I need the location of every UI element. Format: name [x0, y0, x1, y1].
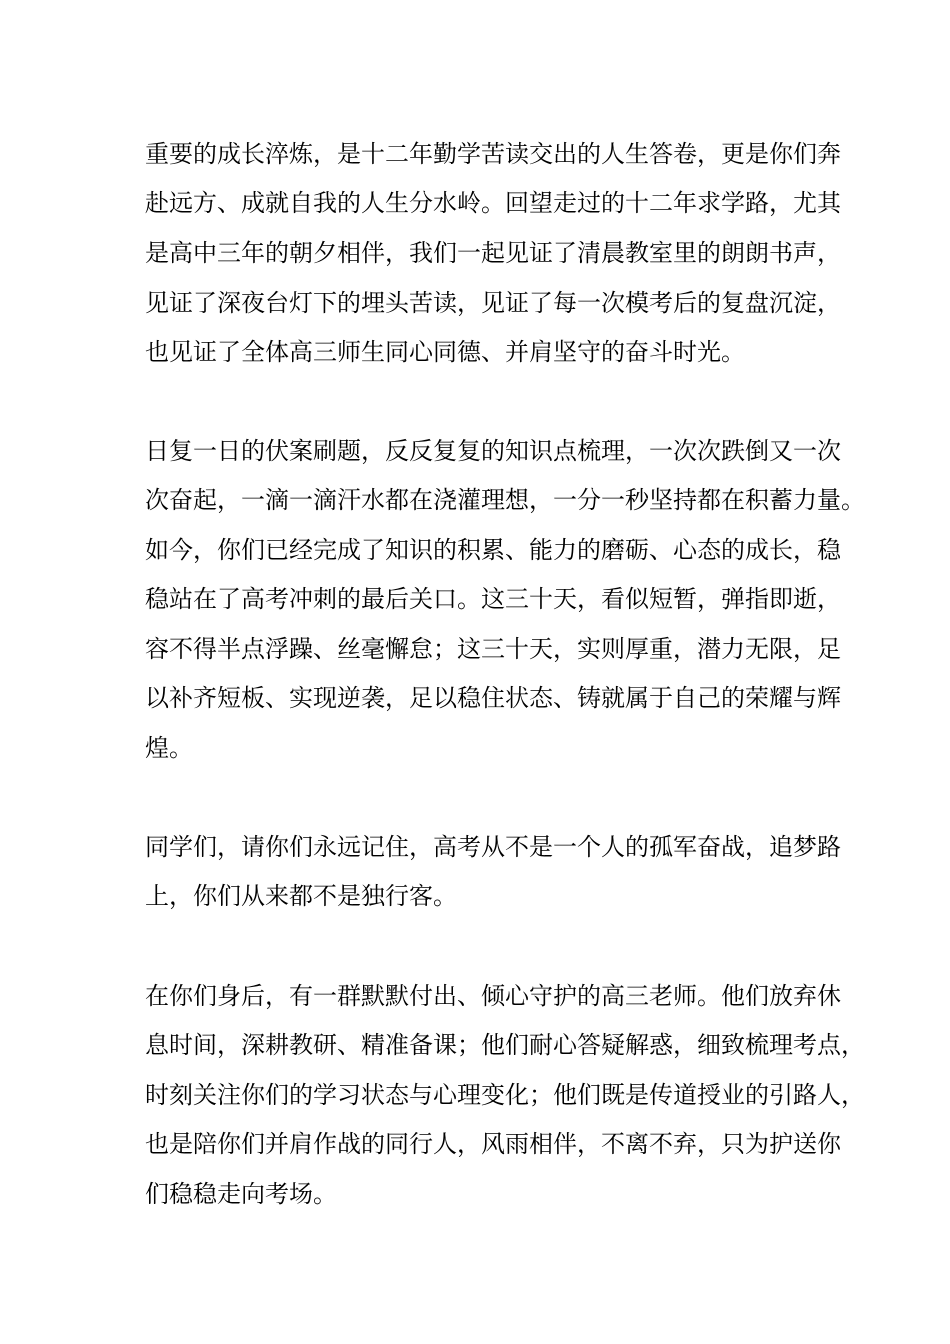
paragraph-3-line-2: 上，你们从来都不是独行客。 — [145, 882, 457, 910]
paragraph-1-line-4: 见证了深夜台灯下的埋头苦读，见证了每一次模考后的复盘沉淀， — [145, 289, 841, 317]
paragraph-3-line-1: 同学们，请你们永远记住，高考从不是一个人的孤军奋战，追梦路 — [145, 833, 841, 861]
paragraph-2-line-5: 容不得半点浮躁、丝毫懈怠；这三十天，实则厚重，潜力无限，足 — [145, 635, 841, 663]
paragraph-4-line-1: 在你们身后，有一群默默付出、倾心守护的高三老师。他们放弃休 — [145, 982, 841, 1010]
paragraph-2-line-1: 日复一日的伏案刷题，反反复复的知识点梳理，一次次跌倒又一次 — [145, 437, 841, 465]
paragraph-1-line-3: 是高中三年的朝夕相伴，我们一起见证了清晨教室里的朗朗书声， — [145, 239, 841, 267]
paragraph-2-line-2: 次奋起，一滴一滴汗水都在浇灌理想，一分一秒坚持都在积蓄力量。 — [145, 486, 865, 514]
paragraph-4-line-2: 息时间，深耕教研、精准备课；他们耐心答疑解惑，细致梳理考点， — [145, 1031, 865, 1059]
paragraph-2-line-7: 煌。 — [145, 734, 193, 762]
paragraph-2-line-6: 以补齐短板、实现逆袭，足以稳住状态、铸就属于自己的荣耀与辉 — [145, 684, 841, 712]
paragraph-1-line-5: 也见证了全体高三师生同心同德、并肩坚守的奋斗时光。 — [145, 338, 745, 366]
paragraph-2-line-3: 如今，你们已经完成了知识的积累、能力的磨砺、心态的成长，稳 — [145, 536, 841, 564]
paragraph-2-line-4: 稳站在了高考冲刺的最后关口。这三十天，看似短暂，弹指即逝， — [145, 585, 841, 613]
paragraph-4-line-4: 也是陪你们并肩作战的同行人，风雨相伴，不离不弃，只为护送你 — [145, 1130, 841, 1158]
paragraph-1-line-2: 赴远方、成就自我的人生分水岭。回望走过的十二年求学路，尤其 — [145, 189, 841, 217]
paragraph-1-line-1: 重要的成长淬炼，是十二年勤学苦读交出的人生答卷，更是你们奔 — [145, 140, 841, 168]
paragraph-4-line-5: 们稳稳走向考场。 — [145, 1180, 337, 1208]
paragraph-4-line-3: 时刻关注你们的学习状态与心理变化；他们既是传道授业的引路人， — [145, 1081, 865, 1109]
